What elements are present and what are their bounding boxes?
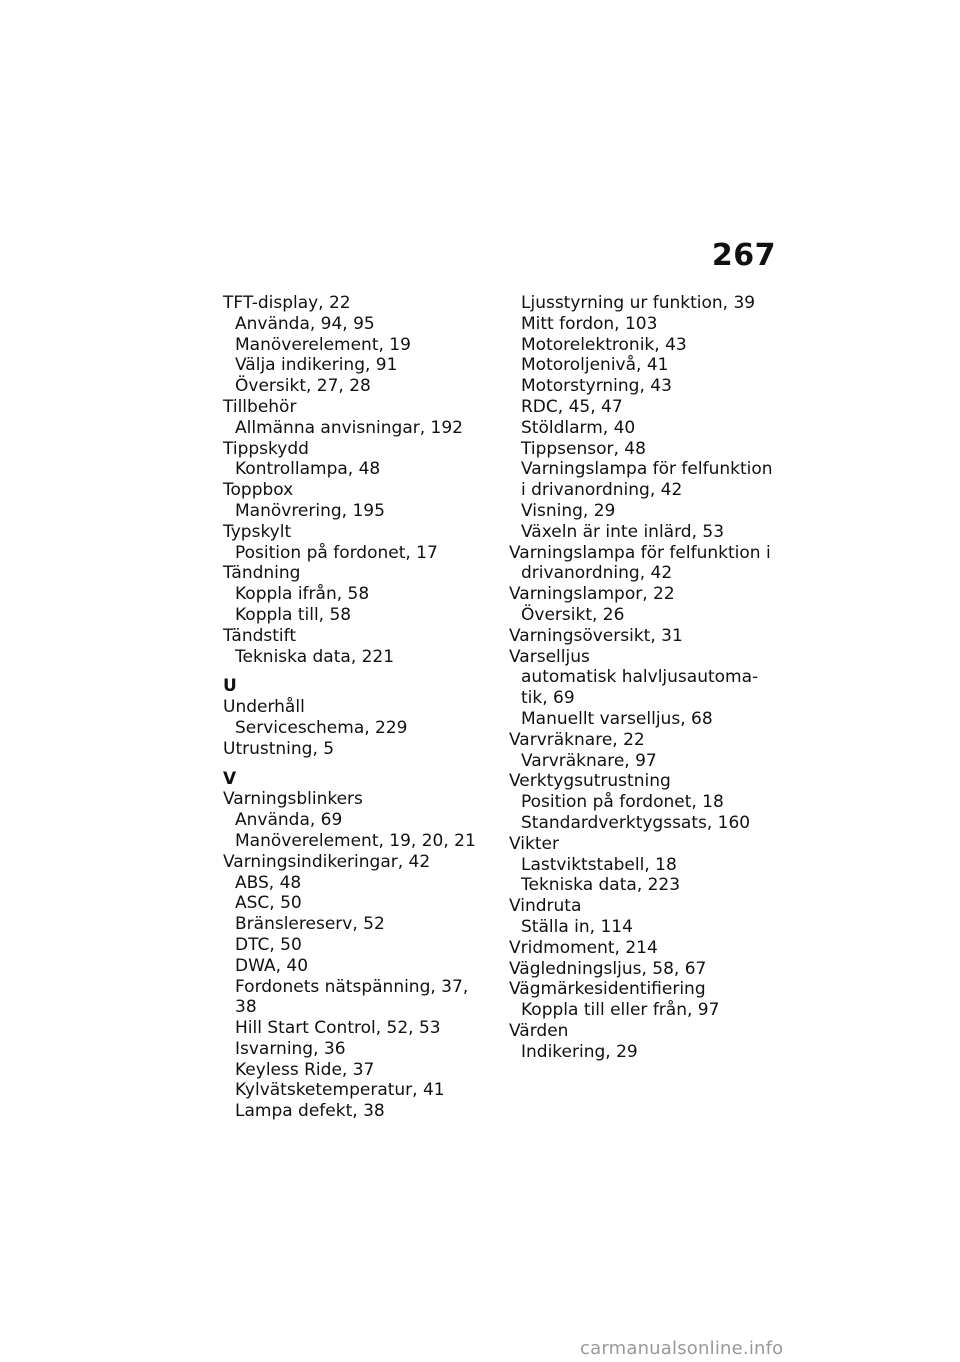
watermark-footer: carmanualsonline.info <box>580 1338 784 1359</box>
index-subentry: Kylvätsketemperatur, 41 <box>235 1080 445 1101</box>
index-subentry: Tekniska data, 221 <box>235 646 395 667</box>
index-subentry: Serviceschema, 229 <box>235 717 408 738</box>
index-subentry: Position på fordonet, 18 <box>521 792 724 813</box>
index-entry: Typskylt <box>223 521 292 542</box>
index-subentry: Välja indikering, 91 <box>235 355 398 376</box>
index-subentry: Allmänna anvisningar, 192 <box>235 417 463 438</box>
index-entry: Varningsblinkers <box>223 789 363 810</box>
index-section-letter: U <box>223 676 237 697</box>
index-subentry: Kontrollampa, 48 <box>235 459 381 480</box>
index-entry: Tippskydd <box>223 438 309 459</box>
index-column-right <box>509 293 779 1062</box>
index-subentry: Motorelektronik, 43 <box>521 334 687 355</box>
index-subentry: Koppla till eller från, 97 <box>521 1000 720 1021</box>
index-entry: Tändning <box>223 563 301 584</box>
index-subentry: Växeln är inte inlärd, 53 <box>521 521 725 542</box>
index-entry: Verktygsutrustning <box>509 771 671 792</box>
index-entry: Utrustning, 5 <box>223 738 335 759</box>
index-subentry: Stöldlarm, 40 <box>521 417 636 438</box>
index-subentry: Standardverktygssats, 160 <box>521 812 751 833</box>
index-subentry: Lampa defekt, 38 <box>235 1101 385 1122</box>
index-entry: Varningslampa för felfunktion i <box>509 542 771 563</box>
index-subentry: Tippsensor, 48 <box>521 438 646 459</box>
index-subentry: Översikt, 26 <box>521 604 625 625</box>
index-subentry: Varningslampa för felfunktion <box>521 459 773 480</box>
index-subentry: Tekniska data, 223 <box>521 875 681 896</box>
index-subentry: Motorstyrning, 43 <box>521 376 672 397</box>
index-entry: TFT-display, 22 <box>223 293 351 313</box>
index-subentry: Indikering, 29 <box>521 1041 638 1062</box>
index-subentry: Använda, 94, 95 <box>235 313 375 334</box>
index-subentry: Lastviktstabell, 18 <box>521 854 677 875</box>
index-subentry: Keyless Ride, 37 <box>235 1059 375 1080</box>
index-subentry: Visning, 29 <box>521 500 616 521</box>
index-entry: Tändstift <box>223 625 296 646</box>
index-subentry: Manöverelement, 19 <box>235 334 411 355</box>
index-subentry: Använda, 69 <box>235 810 343 831</box>
index-section-letter: V <box>223 768 237 789</box>
index-subentry: ABS, 48 <box>235 872 302 893</box>
index-entry: Vägmärkesidentifiering <box>509 979 706 1000</box>
page-number: 267 <box>711 238 776 273</box>
index-entry: Underhåll <box>223 697 305 718</box>
index-entry: Varvräknare, 22 <box>509 729 645 750</box>
index-subentry: DWA, 40 <box>235 955 309 976</box>
index-subentry: ASC, 50 <box>235 893 302 914</box>
index-entry: Toppbox <box>223 480 294 501</box>
index-entry: Varningslampor, 22 <box>509 584 675 605</box>
index-subentry: tik, 69 <box>521 688 575 709</box>
index-entry: Vikter <box>509 833 559 854</box>
index-entry: Varselljus <box>509 646 590 667</box>
index-subentry: Hill Start Control, 52, 53 <box>235 1018 441 1039</box>
index-subentry: i drivanordning, 42 <box>521 480 683 501</box>
index-entry: Varningsindikeringar, 42 <box>223 851 431 872</box>
index-subentry: Motoroljenivå, 41 <box>521 355 669 376</box>
index-subentry: drivanordning, 42 <box>521 563 673 584</box>
index-subentry: Koppla till, 58 <box>235 604 352 625</box>
index-subentry: Manöverelement, 19, 20, 21 <box>235 830 476 851</box>
index-subentry: automatisk halvljusautoma- <box>521 667 759 688</box>
index-subentry: Isvarning, 36 <box>235 1038 346 1059</box>
index-subentry: Manövrering, 195 <box>235 500 385 521</box>
index-entry: Vägledningsljus, 58, 67 <box>509 958 707 979</box>
index-entry: Tillbehör <box>223 396 297 417</box>
index-subentry: Koppla ifrån, 58 <box>235 584 370 605</box>
index-column-left <box>223 293 493 1122</box>
index-entry: Vridmoment, 214 <box>509 937 658 958</box>
index-subentry: Bränslereserv, 52 <box>235 914 385 935</box>
index-subentry: Ställa in, 114 <box>521 916 633 937</box>
index-entry: Varningsöversikt, 31 <box>509 625 683 646</box>
index-subentry: Varvräknare, 97 <box>521 750 657 771</box>
index-entry: Vindruta <box>509 896 582 917</box>
index-subentry: Ljusstyrning ur funktion, 39 <box>521 293 756 313</box>
index-subentry: 38 <box>235 997 257 1018</box>
index-subentry: Fordonets nätspänning, 37, <box>235 976 469 997</box>
index-subentry: RDC, 45, 47 <box>521 396 623 417</box>
index-subentry: Manuellt varselljus, 68 <box>521 708 713 729</box>
index-subentry: Översikt, 27, 28 <box>235 376 371 397</box>
index-subentry: Mitt fordon, 103 <box>521 313 658 334</box>
index-subentry: DTC, 50 <box>235 934 302 955</box>
index-entry: Värden <box>509 1020 569 1041</box>
index-subentry: Position på fordonet, 17 <box>235 542 438 563</box>
